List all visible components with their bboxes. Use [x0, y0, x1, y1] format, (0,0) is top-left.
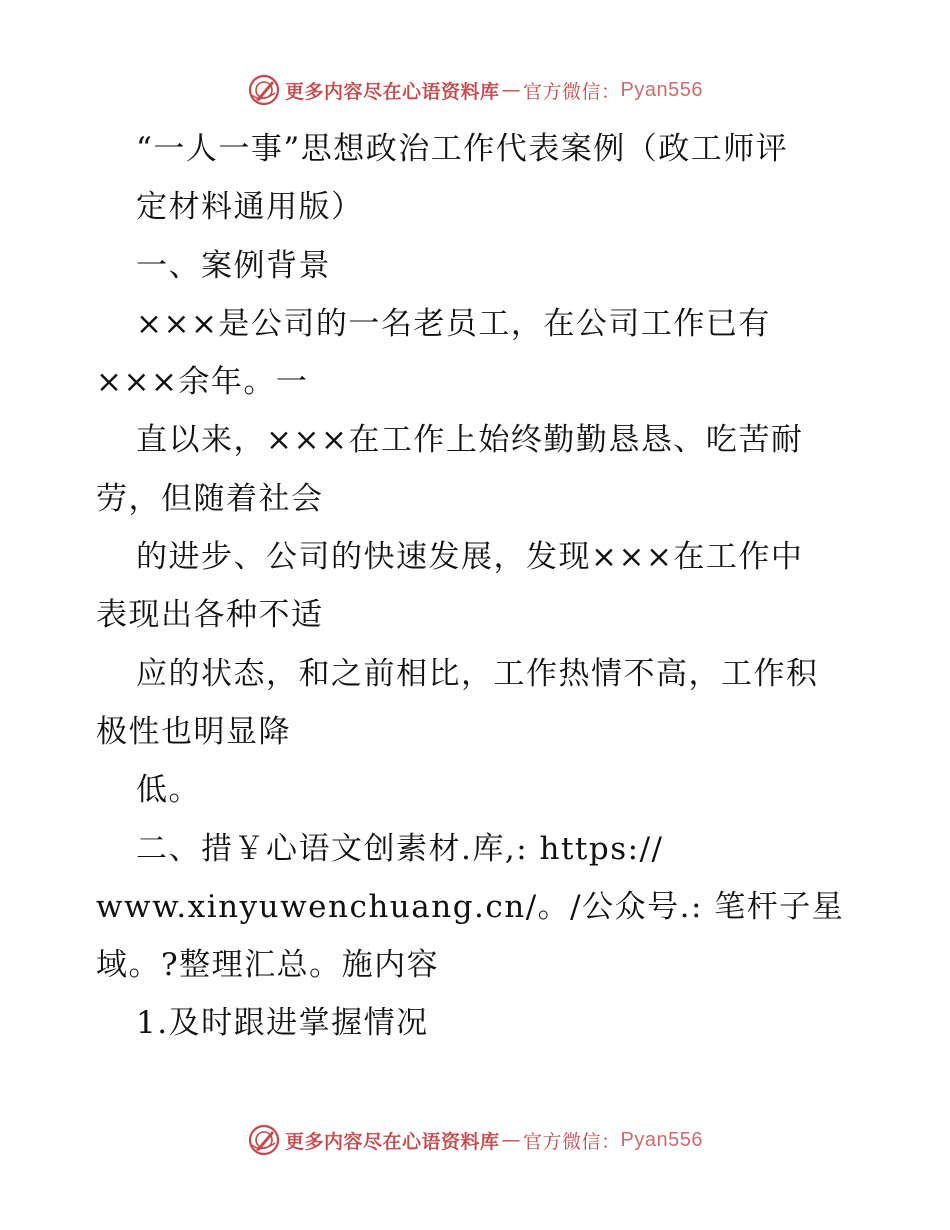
paragraph-line: www.xinyuwenchuang.cn/。/公众号.: 笔杆子星 — [96, 888, 845, 925]
paragraph-line: ×××余年。一 — [96, 364, 309, 401]
watermark-wechat-id: Pyan556 — [620, 78, 703, 101]
paragraph-line: 低。 — [136, 772, 201, 809]
section-heading-background: 一、案例背景 — [136, 247, 331, 284]
paragraph-line: 应的状态，和之前相比，工作热情不高，工作积 — [136, 655, 819, 692]
document-body — [96, 120, 856, 1053]
paragraph-line: 极性也明显降 — [96, 713, 291, 750]
paragraph-line: 表现出各种不适 — [96, 597, 324, 634]
watermark-wechat-id: Pyan556 — [620, 1128, 703, 1151]
subheading-follow-up: 1.及时跟进掌握情况 — [136, 1005, 429, 1042]
watermark-sub-text: 官方微信： — [523, 80, 621, 103]
paragraph-line: 劳，但随着社会 — [96, 480, 324, 517]
footer-watermark — [0, 1120, 950, 1160]
paragraph-line: 域。?整理汇总。施内容 — [96, 947, 440, 984]
watermark-sub-text: 官方微信： — [523, 1130, 621, 1153]
document-title-line-1: “一人一事”思想政治工作代表案例（政工师评 — [136, 131, 789, 167]
paragraph-line: 直以来，×××在工作上始终勤勤恳恳、吃苦耐 — [136, 422, 804, 459]
watermark-dash: — — [501, 79, 522, 101]
watermark-main-text: 更多内容尽在心语资料库 — [285, 80, 500, 103]
watermark-dash: — — [501, 1129, 522, 1151]
paragraph-line: 的进步、公司的快速发展，发现×××在工作中 — [136, 539, 804, 576]
brand-logo-icon — [247, 73, 281, 107]
document-title-line-2: 定材料通用版） — [136, 189, 364, 226]
brand-logo-icon — [247, 1123, 281, 1157]
header-watermark — [0, 70, 950, 110]
section-heading-measures: 二、措￥心语文创素材.库,: https:// — [136, 830, 664, 867]
watermark-main-text: 更多内容尽在心语资料库 — [285, 1130, 500, 1153]
paragraph-line: ×××是公司的一名老员工，在公司工作已有 — [136, 305, 771, 342]
